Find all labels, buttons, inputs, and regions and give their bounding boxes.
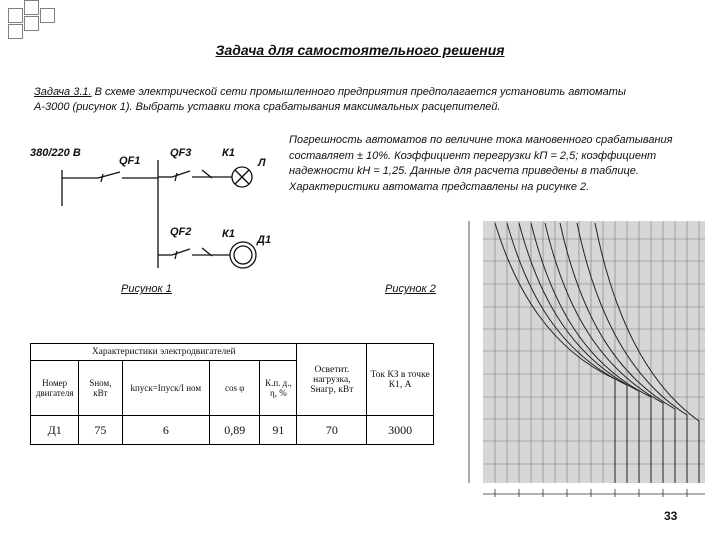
- table-cell: 3000: [367, 416, 434, 445]
- table-header: cos φ: [210, 361, 260, 416]
- k1-bottom-label: К1: [222, 228, 235, 240]
- table-header: Осветит. нагрузка, Sнагр, кВт: [297, 344, 367, 416]
- table-caption: Характеристики электродвигателей: [31, 344, 297, 361]
- problem-notes: Погрешность автоматов по величине тока мановенного срабатывания составляет ± 10%. Коэффициент перегрузки kП = 2,5; коэффициент надежности kН = 1,25. Данные для расчета приведены в таблице. Характеристики автомата представлены на рисунке 2.: [289, 134, 673, 193]
- table-header: К.п. д., η, %: [260, 361, 297, 416]
- table-row: [31, 416, 434, 445]
- table-cell: 6: [122, 416, 210, 445]
- k1-top-label: К1: [222, 147, 235, 159]
- breaker-characteristic-chart: [455, 209, 710, 501]
- figure1-caption: Рисунок 1: [121, 283, 172, 295]
- table-header: Sном, кВт: [79, 361, 122, 416]
- qf3-label: QF3: [170, 147, 192, 159]
- motor-data-table: [30, 343, 434, 445]
- problem-text: В схеме электрической сети промышленного предприятия предполагается установить автоматы А-3000 (рисунок 1). Выбрать уставки тока срабатывания максимальных расцепителей.: [34, 86, 627, 113]
- table-cell: 0,89: [210, 416, 260, 445]
- motor-label: Д1: [257, 234, 272, 246]
- qf1-label: QF1: [119, 155, 141, 167]
- table-cell: 91: [260, 416, 297, 445]
- motor-symbol: [230, 242, 256, 268]
- table-header: Ток КЗ в точке К1, А: [367, 344, 434, 416]
- table-cell: 70: [297, 416, 367, 445]
- table-cell: Д1: [31, 416, 79, 445]
- table-header: kпуск=Iпуск/I ном: [122, 361, 210, 416]
- lamp-symbol: [232, 167, 252, 187]
- page-number: 33: [664, 509, 678, 523]
- table-cell: 75: [79, 416, 122, 445]
- figure2-caption: Рисунок 2: [385, 283, 436, 295]
- slide-title: Задача для самостоятельного решения: [215, 42, 505, 58]
- lamp-label: Л: [258, 157, 266, 169]
- voltage-label: 380/220 В: [30, 147, 81, 159]
- table-header: Номер двигателя: [31, 361, 79, 416]
- problem-label: Задача 3.1.: [34, 86, 92, 98]
- qf2-label: QF2: [170, 226, 192, 238]
